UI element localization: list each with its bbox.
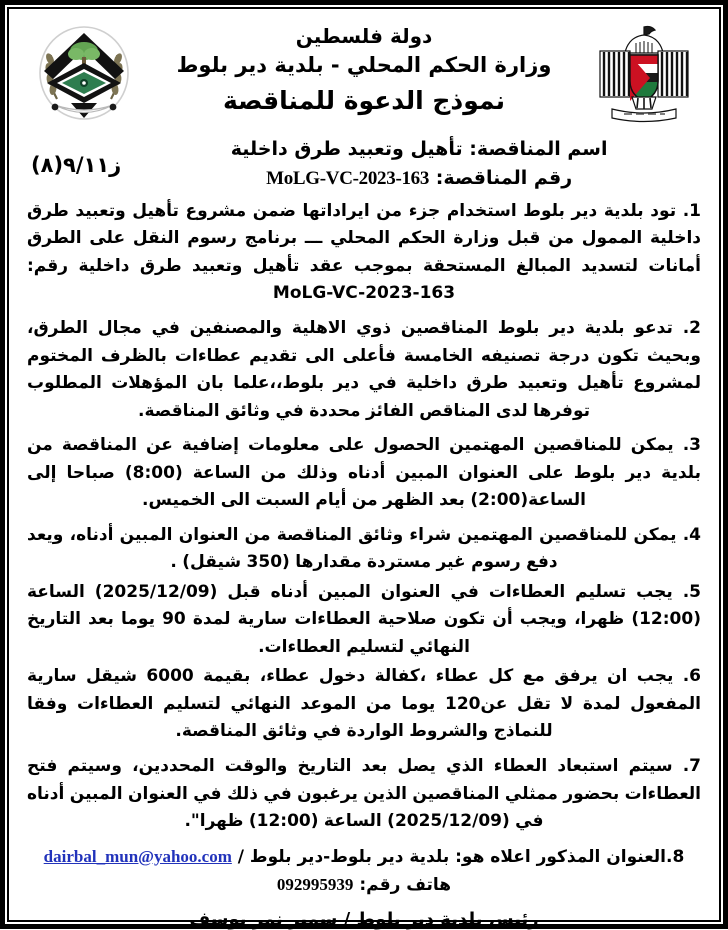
clause-item: 7. سيتم استبعاد العطاء الذي يصل بعد التاريخ والوقت المحددين، وسيتم فتح العطاءات بحضور ممثلي المناقصين الذين يرغبون في ذلك في العنوان المبين أدناه في (2025/12/09) الساعة (12:00) ظهرا".: [27, 755, 701, 832]
clause-item: 2. تدعو بلدية دير بلوط المناقصين ذوي الاهلية والمصنفين في مجال الطرق، وبحيث تكون درجة تصنيفه الخامسة فأعلى الى تقديم عطاءات بالظرف المختوم لمشروع تأهيل وتعبيد طرق داخلية في دير بلوط،،علما بان المؤهلات المطلوب توفرها لدى المناقص الفائز محددة في وثائق المناقصة.: [27, 318, 701, 421]
tender-name-value: تأهيل وتعبيد طرق داخلية: [230, 138, 463, 160]
tender-number-line: [139, 164, 699, 193]
tender-number-label: رقم المناقصة:: [435, 167, 573, 190]
phone-line: [27, 871, 701, 899]
address-text: 8.العنوان المذكور اعلاه هو: بلدية دير بلوط-دير بلوط /: [237, 846, 685, 867]
phone-number: 092995939: [276, 874, 354, 894]
contact-block: [19, 843, 709, 930]
document-header: [19, 15, 709, 131]
address-line: [27, 843, 701, 871]
clause-item: 3. يمكن للمناقصين المهتمين الحصول على معلومات إضافية عن المناقصة من بلدية دير بلوط على العنوان المبين أدناه وذلك من الساعة (8:00) صباحا إلى الساعة(2:00) بعد الظهر من أيام السبت الى الخميس.: [27, 435, 701, 511]
tender-identification-block: [19, 131, 709, 194]
phone-label: هاتف رقم:: [359, 874, 452, 895]
clause-item: 1. تود بلدية دير بلوط استخدام جزء من ايراداتها ضمن مشروع تأهيل وتعبيد طرق داخلية الممول من قبل وزارة الحكم المحلي ـــ برنامج رسوم النقل على الطرق أمانات لتسديد المبالغ المستحقة بموجب عقد تأهيل وتعبيد طرق داخلية رقم: MoLG-VC-2023-163: [27, 200, 701, 304]
reference-code: ز٩/١١(٨): [31, 153, 122, 177]
clause-item: 5. يجب تسليم العطاءات في العنوان المبين أدناه قبل (2025/12/09) الساعة (12:00) ظهرا، ويجب أن تكون صلاحية العطاءات سارية لمدة 90 يوما بعد التاريخ النهائي لتسليم العطاءات.: [27, 581, 701, 657]
document-inner-frame: [7, 7, 721, 930]
palestine-coat-of-arms-eagle-icon: [585, 17, 703, 129]
clause-item: 4. يمكن للمناقصين المهتمين شراء وثائق المناقصة من العنوان المبين أدناه، ويعد دفع رسوم غير مستردة مقدارها (350 شيقل) .: [27, 524, 701, 573]
tender-lines: [121, 135, 699, 194]
deir-ballut-municipality-emblem-icon: [25, 17, 143, 131]
tender-name-label: اسم المناقصة:: [469, 138, 608, 160]
clause-list: [19, 194, 709, 843]
signature-line: رئيس بلدية دير بلوط / سمير نمر يوسف: [189, 908, 539, 930]
tender-number-value: MoLG-VC-2023-163: [266, 168, 430, 190]
state-name: دولة فلسطين: [295, 24, 433, 48]
header-title-group: [143, 17, 585, 123]
tender-name-line: [139, 135, 699, 164]
clause-item: 6. يجب ان يرفق مع كل عطاء ،كفالة دخول عطاء، بقيمة 6000 شيقل سارية المفعول لمدة لا تقل عن120 يوما من الموعد النهائي لتسليم العطاءات وفقا للنماذج والشروط الواردة في وثائق المناقصة.: [27, 666, 702, 742]
ministry-and-municipality: وزارة الحكم المحلي - بلدية دير بلوط: [176, 53, 552, 77]
email-link[interactable]: dairbal_mun@yahoo.com: [43, 846, 232, 866]
form-title: نموذج الدعوة للمناقصة: [222, 86, 506, 116]
